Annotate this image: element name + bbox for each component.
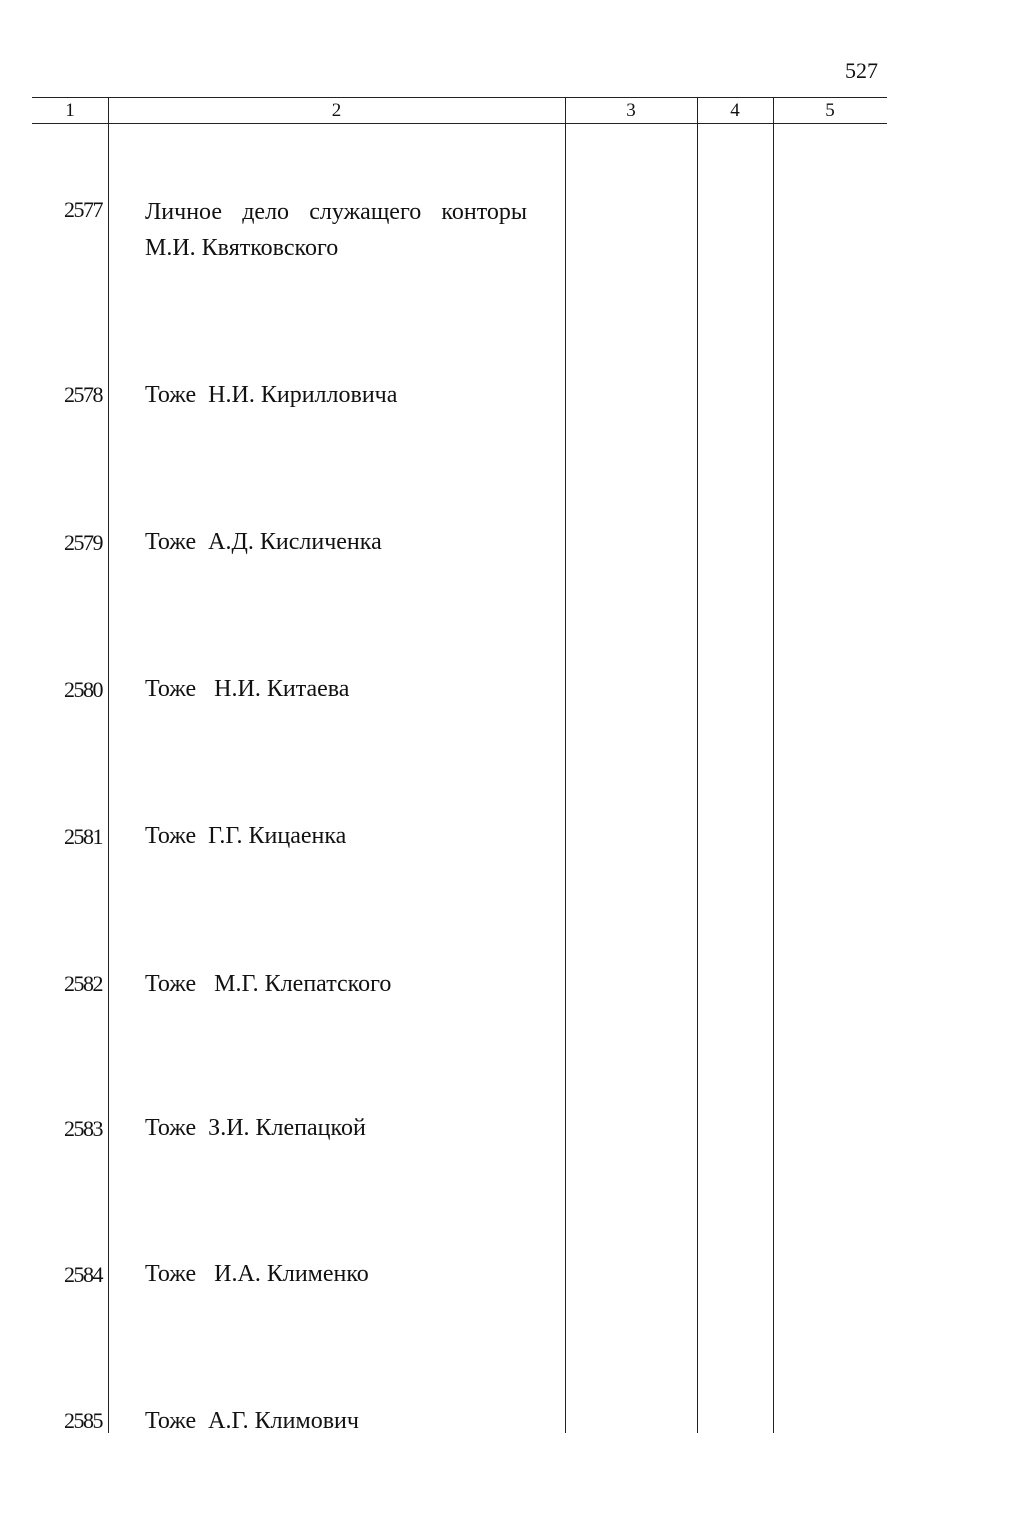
column-header-3: 3 bbox=[626, 100, 636, 121]
row-description bbox=[145, 1256, 545, 1292]
description-line: Тоже Г.Г. Кицаенка bbox=[145, 823, 347, 849]
description-line: Тоже Н.И. Китаева bbox=[145, 676, 350, 702]
row-number: 2585 bbox=[64, 1408, 102, 1433]
column-divider-4 bbox=[773, 97, 774, 1433]
description-line: Тоже А.Г. Климович bbox=[145, 1408, 359, 1434]
row-description bbox=[145, 524, 545, 560]
header-rule-top bbox=[32, 97, 887, 98]
column-header-2: 2 bbox=[331, 100, 342, 121]
page-number: 527 bbox=[845, 58, 878, 83]
column-divider-1 bbox=[108, 97, 109, 1433]
column-divider-3 bbox=[697, 97, 698, 1433]
column-header-5: 5 bbox=[825, 100, 835, 121]
row-number: 2578 bbox=[64, 382, 102, 407]
row-number: 2581 bbox=[64, 824, 102, 849]
description-line: М.И. Квятковского bbox=[145, 235, 339, 261]
description-line: Тоже З.И. Клепацкой bbox=[145, 1115, 366, 1141]
row-number: 2584 bbox=[64, 1262, 102, 1287]
header-rule-bottom bbox=[32, 123, 887, 124]
row-description bbox=[145, 1403, 545, 1439]
row-description bbox=[145, 671, 545, 707]
row-description bbox=[145, 818, 545, 854]
description-line: Тоже Н.И. Кирилловича bbox=[145, 382, 398, 408]
description-line: Тоже И.А. Клименко bbox=[145, 1261, 369, 1287]
description-line: Тоже А.Д. Кисличенка bbox=[145, 529, 382, 555]
row-description bbox=[145, 966, 545, 1002]
row-number: 2583 bbox=[64, 1116, 102, 1141]
column-divider-2 bbox=[565, 97, 566, 1433]
row-number: 2582 bbox=[64, 971, 102, 996]
row-number: 2579 bbox=[64, 530, 102, 555]
row-number: 2577 bbox=[64, 197, 102, 222]
description-line: Личное дело служащего конторы bbox=[145, 199, 527, 225]
row-description bbox=[145, 1110, 545, 1146]
description-line: Тоже М.Г. Клепатского bbox=[145, 971, 392, 997]
column-header-4: 4 bbox=[730, 100, 740, 121]
row-description bbox=[145, 194, 545, 266]
row-number: 2580 bbox=[64, 677, 102, 702]
row-description bbox=[145, 377, 545, 413]
column-header-1: 1 bbox=[65, 100, 75, 121]
